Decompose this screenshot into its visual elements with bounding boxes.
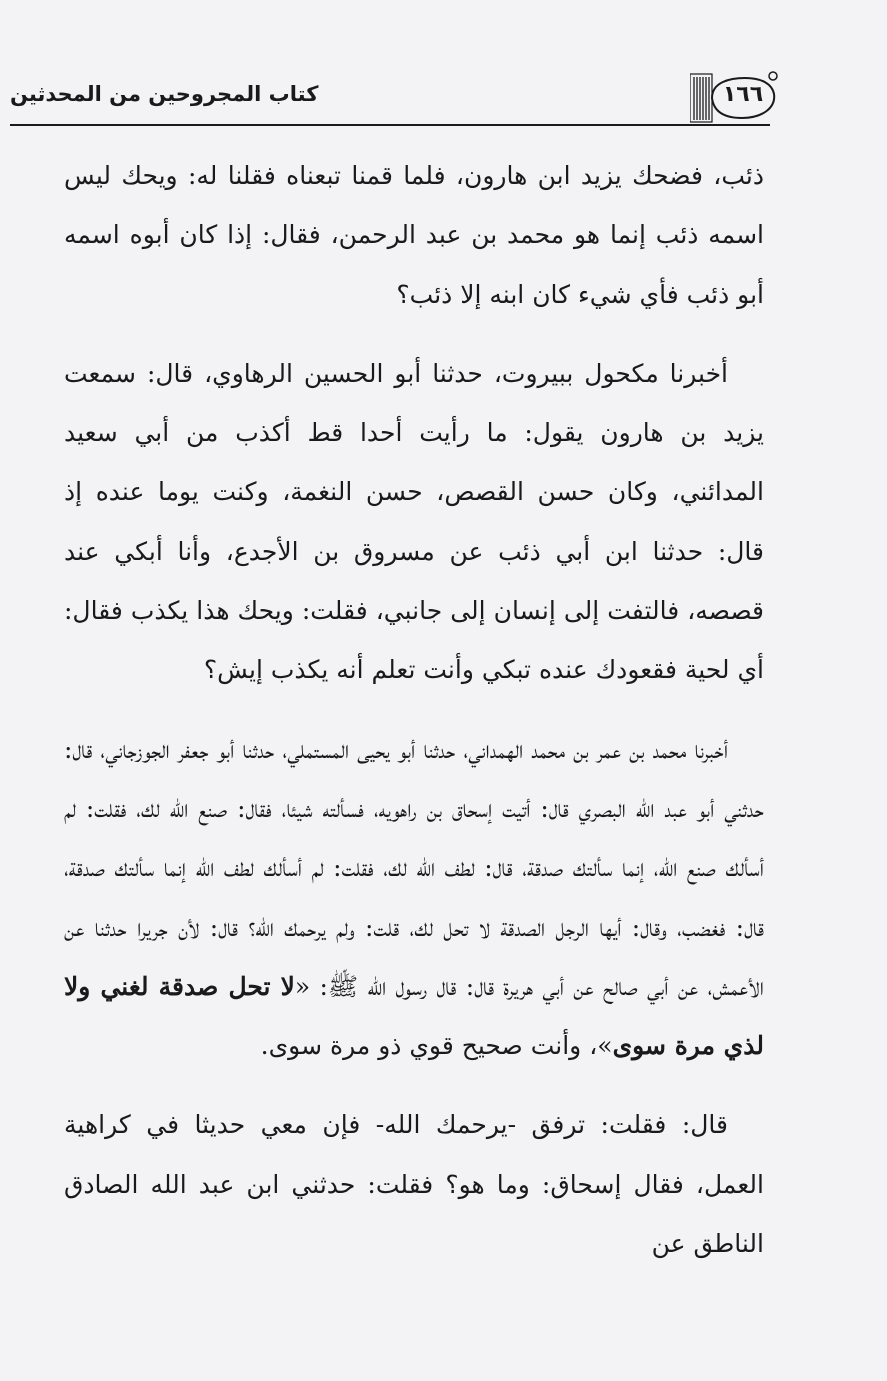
- page-number: ١٦٦: [722, 82, 764, 107]
- page-header: [10, 68, 770, 128]
- main-text: [64, 146, 764, 1273]
- hadith-quote: لا تحل صدقة لغني ولا لذي مرة سوى: [64, 971, 764, 1061]
- header-rule: [10, 124, 770, 126]
- paragraph-2: أخبرنا مكحول ببيروت، حدثنا أبو الحسين الرهاوي، قال: سمعت يزيد بن هارون يقول: ما رأيت أحدا قط أكذب من أبي سعيد المدائني، وكان حسن القصص، حسن النغمة، وكنت يوما عنده إذ قال: حدثنا ابن أبي ذئب عن مسروق بن الأجدع، وأنا أبكي عند قصصه، فالتفت إلى إنسان إلى جانبي، فقلت: ويحك هذا يكذب فقال: أي لحية فقعودك عنده تبكي وأنت تعلم أنه يكذب إيش؟: [64, 358, 764, 685]
- page-number-frame: [690, 68, 780, 126]
- paragraph-3-lead: أخبرنا محمد بن عمر بن محمد الهمداني، حدثنا أبو يحيى المستملي، حدثنا أبو جعفر الجوزجاني، قال: حدثني أبو عبد الله البصري قال: أتيت إسحاق بن راهويه، فسألته شيئا، فقال: صنع الله لك، فقلت: لم أسألك صنع الله، إنما سألتك صدقة، قال: لطف الله لك، فقلت: لم أسألك لطف الله إنما سألتك صدقة، قال: فغضب، وقال: أيها الرجل الصدقة لا تحل لك، قلت: ولم يرحمك الله؟ قال: لأن جريرا حدثنا عن الأعمش، عن أبي صالح عن أبي هريرة قال: قال رسول الله ﷺ: «: [64, 734, 764, 1001]
- paragraph-3-tail: »، وأنت صحيح قوي ذو مرة سوى.: [260, 1031, 613, 1061]
- paragraph-4: قال: فقلت: ترفق -يرحمك الله- فإن معي حديثا في كراهية العمل، فقال إسحاق: وما هو؟ فقلت: حدثني ابن عبد الله الصادق الناطق عن: [64, 1110, 764, 1259]
- paragraph-3: [64, 720, 764, 1076]
- running-title: كتاب المجروحين من المحدثين: [10, 82, 319, 106]
- paragraph-1: ذئب، فضحك يزيد ابن هارون، فلما قمنا تبعناه فقلنا له: ويحك ليس اسمه ذئب إنما هو محمد بن عبد الرحمن، فقال: إذا كان أبوه اسمه أبو ذئب فأي شيء كان ابنه إلا ذئب؟: [64, 161, 764, 309]
